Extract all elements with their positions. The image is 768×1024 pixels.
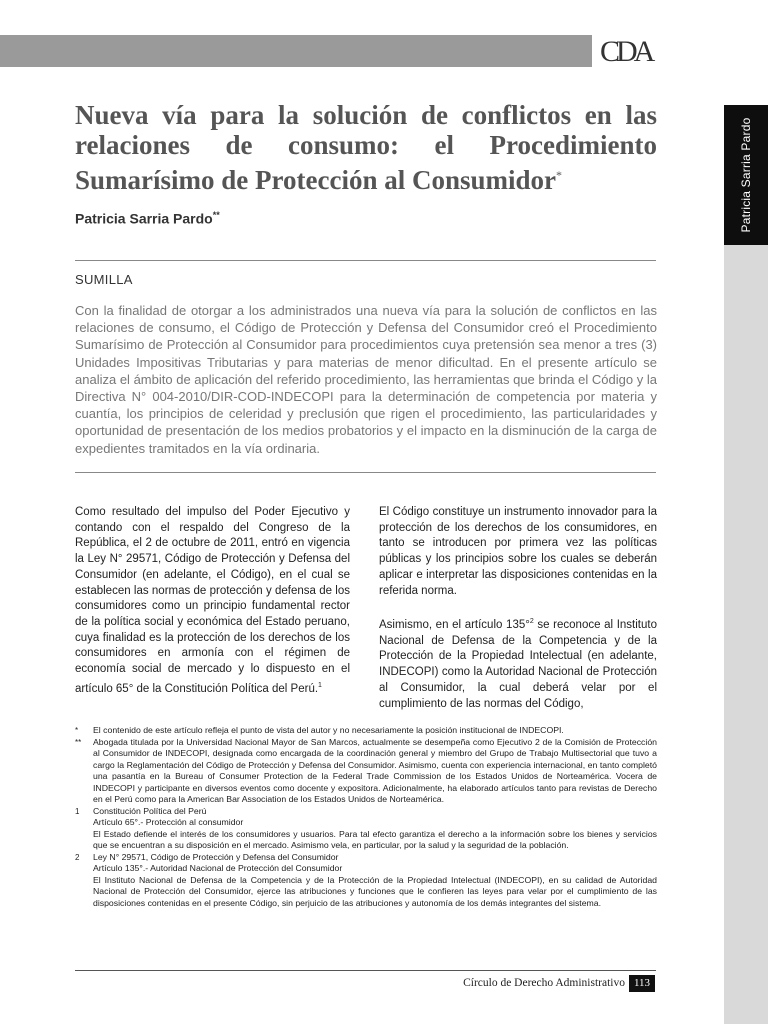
footnote-ref: 1 [318,681,322,689]
journal-logo: CDA [600,35,652,68]
body-paragraph [379,614,657,712]
author-footnote-mark: ** [212,210,220,220]
footnote-line: Constitución Política del Perú [93,805,207,816]
divider-bottom [75,472,656,473]
paragraph-text: Como resultado del impulso del Poder Ejecutivo y contando con el respaldo del Congreso de la República, el 2 de octubre de 2011, entró en vigencia la Ley N° 29571, Código de Protección y Defensa del Consumidor (en adelante, el Código), en el cual se establecen las normas de protección y defensa de los consumidores como un principio fundamental rector de la política social y económica del Estado peruano, cuya finalidad es la protección de los derechos de los consumidores en armonía con el régimen de economía social de mercado y lo dispuesto en el artículo 65° de la Constitución Política del Perú. [75,506,350,695]
body-column-left [75,505,350,712]
title-footnote-mark: * [556,168,562,182]
sumilla-heading: SUMILLA [75,272,133,287]
footnote [75,852,657,910]
footnote-mark: ** [75,737,82,747]
page-number: 113 [629,975,655,992]
footnote-line: Artículo 65°.- Protección al consumidor [93,817,244,827]
footnotes [75,725,657,909]
footnote-line: Ley N° 29571, Código de Protección y Defensa del Consumidor [93,851,339,862]
footnote-mark: 1 [75,806,80,816]
footnote-line: Artículo 135°.- Autoridad Nacional de Protección del Consumidor [93,863,343,873]
article-title [75,100,657,195]
body-paragraph [75,505,350,697]
footnote-line: El contenido de este artículo refleja el punto de vista del autor y no necesariamente la posición institucional de INDECOPI. [93,725,564,735]
author-name: Patricia Sarria Pardo [75,210,213,227]
sumilla-text: Con la finalidad de otorgar a los administrados una nueva vía para la solución de conflictos en las relaciones de consumo, el Código de Protección y Defensa del Consumidor creó el Procedimiento Sumarísimo de Protección al Consumidor para procedimientos cuya pretensión sea menor a tres (3) Unidades Impositivas Tributarias y para materias de menor dificultad. En el presente artículo se analiza el ámbito de aplicación del referido procedimiento, las herramientas que brinda el Código y la Directiva N° 004-2010/DIR-COD-INDECOPI para la determinación de competencia por materia y cuantía, los principios de celeridad y preclusión que rigen el procedimiento, las particularidades y oportunidad de presentación de los medios probatorios y el impacto en la disminución de la carga de expedientes tramitados en la vía ordinaria. [75,303,657,456]
header-band [0,35,592,67]
paragraph-text: Asimismo, en el artículo 135° [379,619,530,632]
divider-top [75,260,656,261]
side-author-label: Patricia Sarria Pardo [739,117,753,233]
footnote-mark: * [75,726,79,735]
body-column-right [379,505,657,727]
footnote-mark: 2 [75,852,80,862]
article-author [75,210,220,227]
article-title-text: Nueva vía para la solución de conflictos en las relaciones de consumo: el Procedimiento Sumarísimo de Protección al Consumidor [75,100,657,195]
footnote [75,725,657,737]
footnote-line: Abogada titulada por la Universidad Nacional Mayor de San Marcos, actualmente se desempeña como Ejecutivo 2 de la Comisión de Protección al Consumidor de INDECOPI, designada como encargada de la coordinación general y miembro del Grupo de Trabajo Multisectorial que tuvo a cargo la Reglamentación del Código de Protección y Defensa del Consumidor. Asimismo, cuenta con experiencia internacional, en tanto completó una pasantía en la Bureau of Consumer Protection de la Federal Trade Commission de los Estados Unidos de Norteamérica. Vocera de INDECOPI y participante en diversos eventos como docente y expositora. Adicionalmente, ha elaborado artículos tanto para revistas de Derecho en el Perú como para la American Bar Association de los Estados Unidos de Norteamérica. [93,736,657,804]
footer-rule [75,970,656,971]
footnote [75,737,657,806]
side-author-tab [724,105,768,245]
footnote-line: El Estado defiende el interés de los consumidores y usuarios. Para tal efecto garantiza el derecho a la información sobre los bienes y servicios que se encuentran a su disposición en el mercado. Asimismo vela, en particular, por la salud y la seguridad de la población. [93,828,657,850]
body-paragraph: El Código constituye un instrumento innovador para la protección de los derechos de los consumidores, en tanto se introducen por primera vez las políticas públicas y los principios sobre los cuales se deberán aplicar e interpretar las disposiciones contenidas en la referida norma. [379,506,657,597]
footnote-line: El Instituto Nacional de Defensa de la Competencia y de la Protección de la Propiedad Intelectual (INDECOPI), en su calidad de Autoridad Nacional de Protección del Consumidor, ejerce las atribuciones y funciones que le confieren las leyes para velar por el cumplimiento de las disposiciones contenidas en el presente Código, sin perjuicio de las atribuciones y autonomía de los demás integrantes del sistema. [93,874,657,908]
paragraph-text: se reconoce al Instituto Nacional de Defensa de la Competencia y de la Protección de la Propiedad Intelectual (en adelante, INDECOPI) como la Autoridad Nacional de Protección al Consumidor, la cual deberá velar por el cumplimiento de las normas del Código, [379,619,657,710]
footnote [75,806,657,852]
footnote-ref: 2 [529,618,534,626]
journal-name: Círculo de Derecho Administrativo [463,977,625,989]
